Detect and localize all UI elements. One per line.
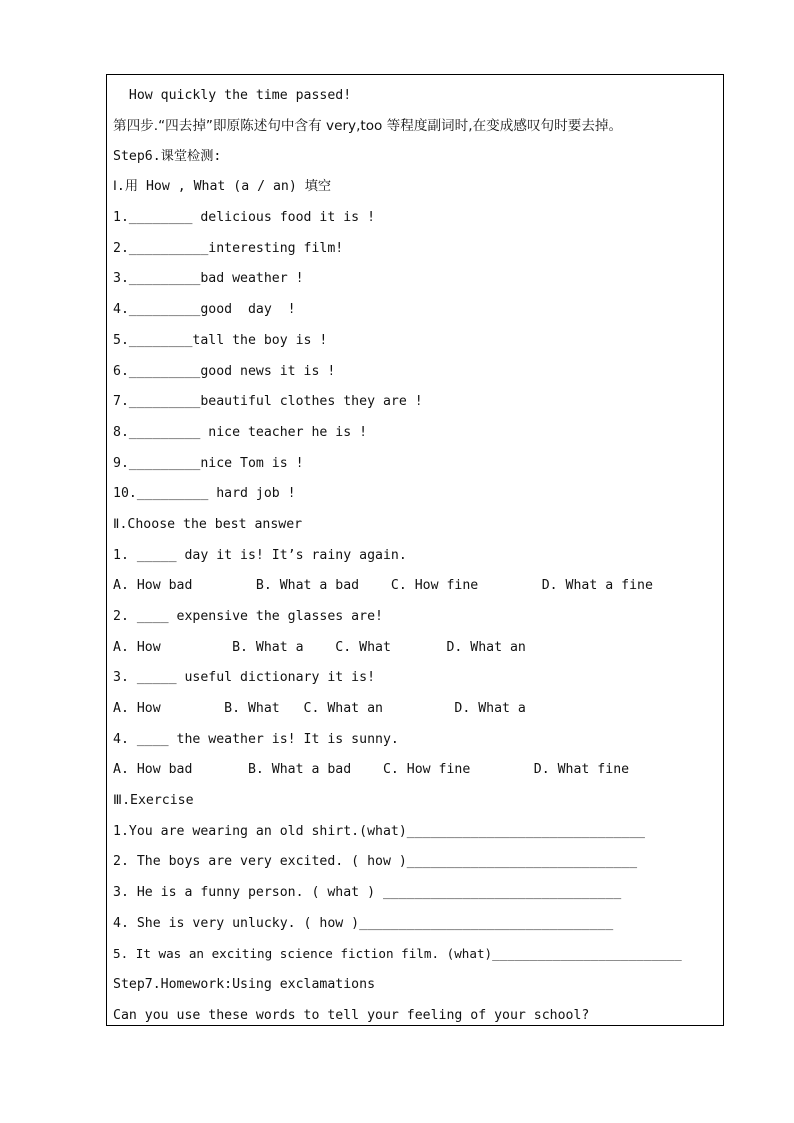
- choice-question-1: 1. _____ day it is! It’s rainy again.: [113, 548, 407, 563]
- step4-rule: 第四步.“四去掉”即原陈述句中含有 very,too 等程度副词时,在变成感叹句时要去掉。: [113, 118, 623, 134]
- homework-question: Can you use these words to tell your feeling of your school?: [113, 1008, 590, 1023]
- exercise-4: 4. She is very unlucky. ( how )________________________________: [113, 916, 614, 931]
- section-2-heading: Ⅱ.Choose the best answer: [113, 517, 303, 532]
- choice-question-3: 3. _____ useful dictionary it is!: [113, 670, 376, 685]
- fill-blank-1: 1.________ delicious food it is !: [113, 210, 376, 225]
- fill-blank-3: 3._________bad weather !: [113, 271, 304, 286]
- fill-blank-5: 5.________tall the boy is !: [113, 333, 328, 348]
- exercise-2: 2. The boys are very excited. ( how )_____________________________: [113, 854, 638, 869]
- exercise-5: 5. It was an exciting science fiction film. (what)_________________________: [113, 946, 682, 961]
- fill-blank-7: 7._________beautiful clothes they are !: [113, 394, 423, 409]
- step7-heading: Step7.Homework:Using exclamations: [113, 977, 376, 992]
- choice-options-3: A. How B. What C. What an D. What a: [113, 701, 526, 716]
- choice-options-1: A. How bad B. What a bad C. How fine D. What a fine: [113, 578, 653, 593]
- section-1-heading: Ⅰ.用 How , What (a / an) 填空: [113, 179, 332, 194]
- fill-blank-2: 2.__________interesting film!: [113, 241, 344, 256]
- step6-heading: Step6.课堂检测:: [113, 149, 222, 164]
- choice-options-2: A. How B. What a C. What D. What an: [113, 640, 526, 655]
- choice-options-4: A. How bad B. What a bad C. How fine D. What fine: [113, 762, 630, 777]
- exercise-3: 3. He is a funny person. ( what ) ______________________________: [113, 885, 622, 900]
- fill-blank-9: 9._________nice Tom is !: [113, 456, 304, 471]
- fill-blank-10: 10._________ hard job !: [113, 486, 296, 501]
- fill-blank-8: 8._________ nice teacher he is !: [113, 425, 368, 440]
- choice-question-2: 2. ____ expensive the glasses are!: [113, 609, 383, 624]
- choice-question-4: 4. ____ the weather is! It is sunny.: [113, 732, 399, 747]
- example-sentence: How quickly the time passed!: [113, 88, 352, 103]
- section-3-heading: Ⅲ.Exercise: [113, 793, 194, 808]
- fill-blank-4: 4._________good day !: [113, 302, 296, 317]
- fill-blank-6: 6._________good news it is !: [113, 364, 336, 379]
- exercise-1: 1.You are wearing an old shirt.(what)______________________________: [113, 824, 645, 839]
